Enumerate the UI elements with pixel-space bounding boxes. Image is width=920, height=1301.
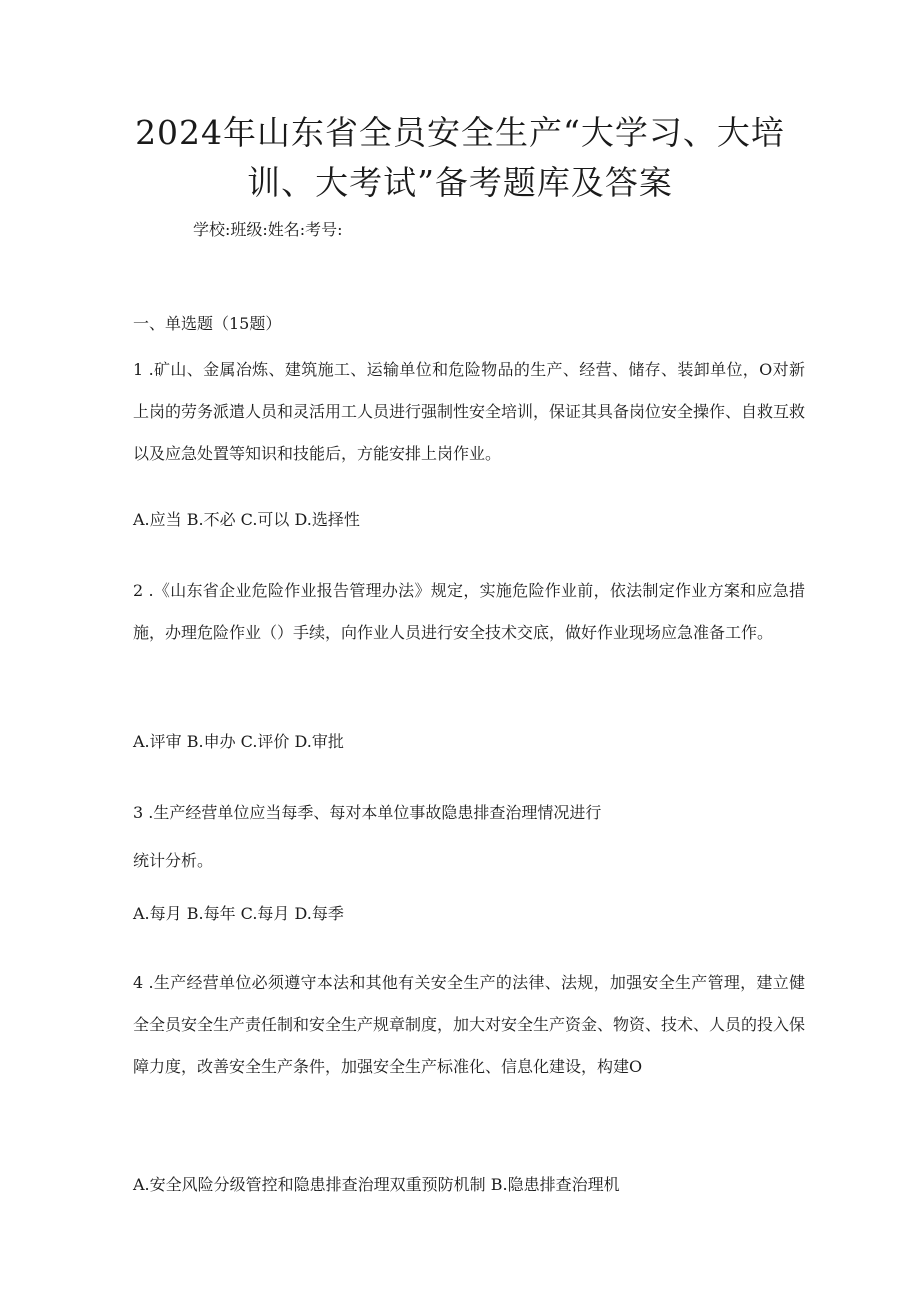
question-4-text: 4 .生产经营单位必须遵守本法和其他有关安全生产的法律、法规，加强安全生产管理，建立健全全员安全生产责任制和安全生产规章制度，加大对安全生产资金、物资、技术、人员的投入保障力度，改善安全生产条件，加强安全生产标准化、信息化建设，构建O bbox=[133, 973, 806, 1076]
question-3-text-line-1: 3 .生产经营单位应当每季、每对本单位事故隐患排查治理情况进行 bbox=[133, 803, 602, 822]
question-3-options: A.每月 B.每年 C.每月 D.每季 bbox=[133, 904, 344, 923]
title-line-1: 2024年山东省全员安全生产“大学习、大培 bbox=[135, 113, 785, 152]
title-line-2: 训、大考试”备考题库及答案 bbox=[247, 163, 673, 202]
document-title bbox=[110, 108, 810, 208]
student-info-line: 学校:班级:姓名:考号: bbox=[193, 220, 343, 239]
question-3-text-line-2: 统计分析。 bbox=[133, 851, 214, 870]
question-2-options: A.评审 B.申办 C.评价 D.审批 bbox=[133, 732, 344, 751]
question-2-text: 2 .《山东省企业危险作业报告管理办法》规定，实施危险作业前，依法制定作业方案和应急措施，办理危险作业（）手续，向作业人员进行安全技术交底，做好作业现场应急准备工作。 bbox=[133, 581, 805, 642]
question-1-text: 1 .矿山、金属冶炼、建筑施工、运输单位和危险物品的生产、经营、储存、装卸单位，O对新上岗的劳务派遣人员和灵活用工人员进行强制性安全培训，保证其具备岗位安全操作、自救互救以及应急处置等知识和技能后，方能安排上岗作业。 bbox=[133, 360, 806, 463]
question-4-options: A.安全风险分级管控和隐患排查治理双重预防机制 B.隐患排查治理机 bbox=[133, 1175, 620, 1194]
question-1-options: A.应当 B.不必 C.可以 D.选择性 bbox=[133, 510, 360, 529]
section-heading: 一、单选题（15题） bbox=[133, 314, 282, 333]
